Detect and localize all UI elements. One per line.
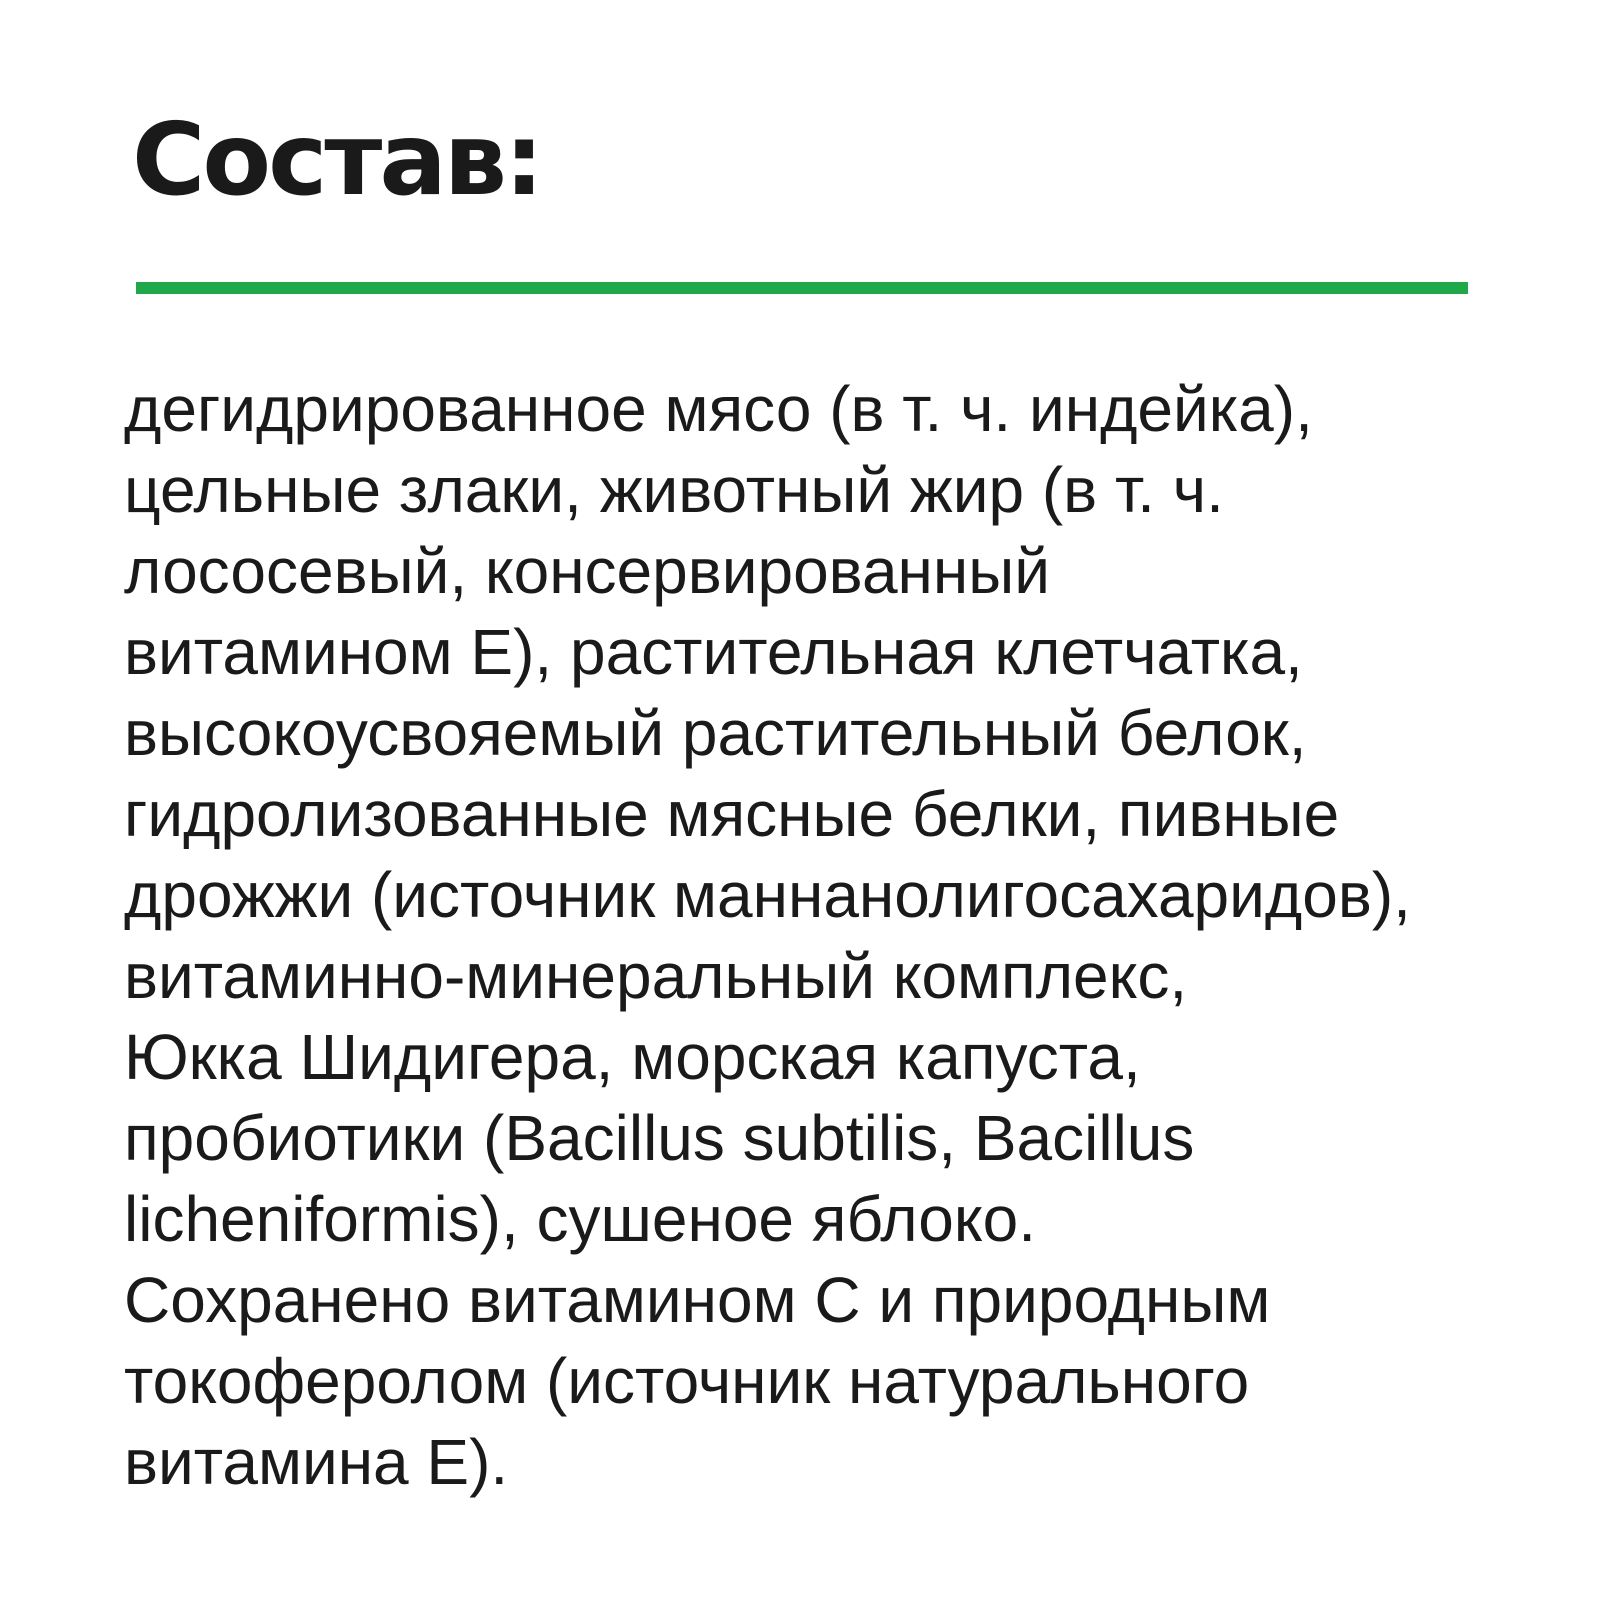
composition-line: гидролизованные мясные белки, пивные bbox=[124, 778, 1340, 850]
composition-line: Юкка Шидигера, морская капуста, bbox=[124, 1021, 1141, 1093]
composition-line: витаминно-минеральный комплекс, bbox=[124, 940, 1188, 1012]
page-title: Состав: bbox=[132, 101, 542, 218]
green-divider bbox=[136, 282, 1468, 294]
composition-text bbox=[124, 369, 1524, 1503]
composition-line: токоферолом (источник натурального bbox=[124, 1345, 1250, 1417]
composition-line: витамином Е), растительная клетчатка, bbox=[124, 616, 1303, 688]
composition-line: Сохранено витамином С и природным bbox=[124, 1264, 1271, 1336]
composition-line: licheniformis), сушеное яблоко. bbox=[124, 1183, 1036, 1255]
composition-line: цельные злаки, животный жир (в т. ч. bbox=[124, 454, 1224, 526]
composition-line: высокоусвояемый растительный белок, bbox=[124, 697, 1307, 769]
composition-line: дрожжи (источник маннанолигосахаридов), bbox=[124, 859, 1411, 931]
composition-line: пробиотики (Bacillus subtilis, Bacillus bbox=[124, 1102, 1195, 1174]
composition-line: лососевый, консервированный bbox=[124, 535, 1050, 607]
composition-line: дегидрированное мясо (в т. ч. индейка), bbox=[124, 373, 1313, 445]
composition-line: витамина Е). bbox=[124, 1426, 509, 1498]
